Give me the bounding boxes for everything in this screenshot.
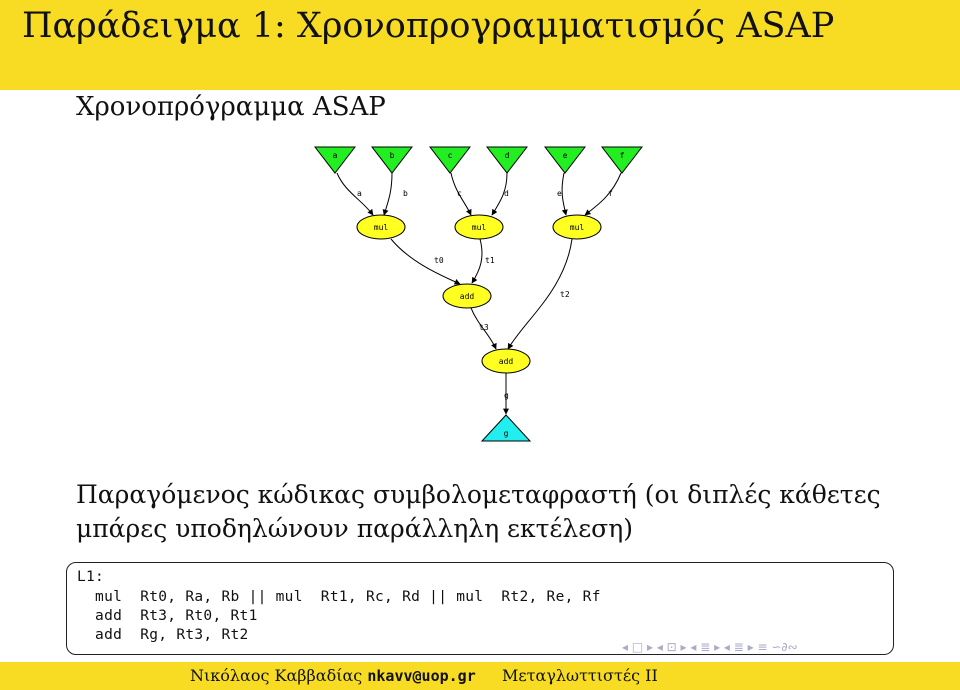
edge-label-t0: t0: [434, 256, 444, 265]
footer-course: Μεταγλωττιστές ΙΙ: [502, 666, 658, 685]
op-node-mul-3: [553, 215, 601, 239]
input-node-e: [545, 147, 585, 173]
svg-text:g: g: [503, 429, 509, 438]
description-text: Παραγόμενος κώδικας συμβολομεταφραστή (οι διπλές κάθετες μπάρες υποδηλώνουν παράλληλη εκτέλεση): [76, 480, 881, 543]
code-line: mul Rt0, Ra, Rb || mul Rt1, Rc, Rd || mul Rt2, Re, Rf: [77, 589, 601, 605]
slide-subtitle: Χρονοπρόγραμμα ASAP: [76, 92, 386, 122]
footer-email: nkavv@uop.gr: [367, 667, 476, 685]
footer-author: Νικόλαος Καββαδίας: [190, 666, 363, 685]
op-node-add-2: [482, 349, 530, 373]
op-node-add-1: [443, 284, 491, 308]
edge-label-c: c: [457, 189, 462, 198]
input-label-d: d: [504, 151, 510, 160]
input-node-a: [315, 147, 355, 173]
input-label-b: b: [389, 151, 395, 160]
input-node-c: [430, 147, 470, 173]
edge-label-d: d: [504, 189, 509, 198]
input-label-c: c: [447, 151, 453, 160]
footer-bar: [0, 662, 960, 690]
op-node-mul-1: [357, 215, 405, 239]
edge-label-b: b: [403, 189, 408, 198]
svg-text:mul: mul: [569, 223, 585, 232]
input-label-f: f: [619, 151, 625, 160]
svg-text:add: add: [459, 292, 475, 301]
input-node-f: [602, 147, 642, 173]
svg-text:mul: mul: [471, 223, 487, 232]
edge-label-a: a: [357, 189, 362, 198]
code-line: add Rg, Rt3, Rt2: [77, 627, 249, 643]
svg-text:mul: mul: [373, 223, 389, 232]
op-node-mul-2: [455, 215, 503, 239]
slide-title: Παράδειγμα 1: Χρονοπρογραμματισμός ASAP: [22, 6, 835, 46]
beamer-navigation-icons[interactable]: ◂ □ ▸ ◂ ⊡ ▸ ◂ ≣ ▸ ◂ ≣ ▸ ≡ ∽∂∾: [622, 640, 798, 654]
code-line: L1:: [77, 569, 105, 585]
footer-author-block: [190, 666, 476, 685]
input-node-b: [372, 147, 412, 173]
input-label-e: e: [562, 151, 568, 160]
svg-text:add: add: [498, 357, 514, 366]
edge-label-f: f: [608, 189, 613, 198]
edge-label-t3: t3: [479, 323, 489, 332]
code-line: add Rt3, Rt0, Rt1: [77, 608, 258, 624]
output-node-g: [482, 415, 530, 441]
edge-label-g: g: [504, 391, 509, 400]
edge-label-t2: t2: [560, 290, 570, 299]
edge-label-e: e: [557, 189, 562, 198]
edge-label-t1: t1: [485, 256, 495, 265]
input-node-d: [487, 147, 527, 173]
input-label-a: a: [332, 151, 338, 160]
